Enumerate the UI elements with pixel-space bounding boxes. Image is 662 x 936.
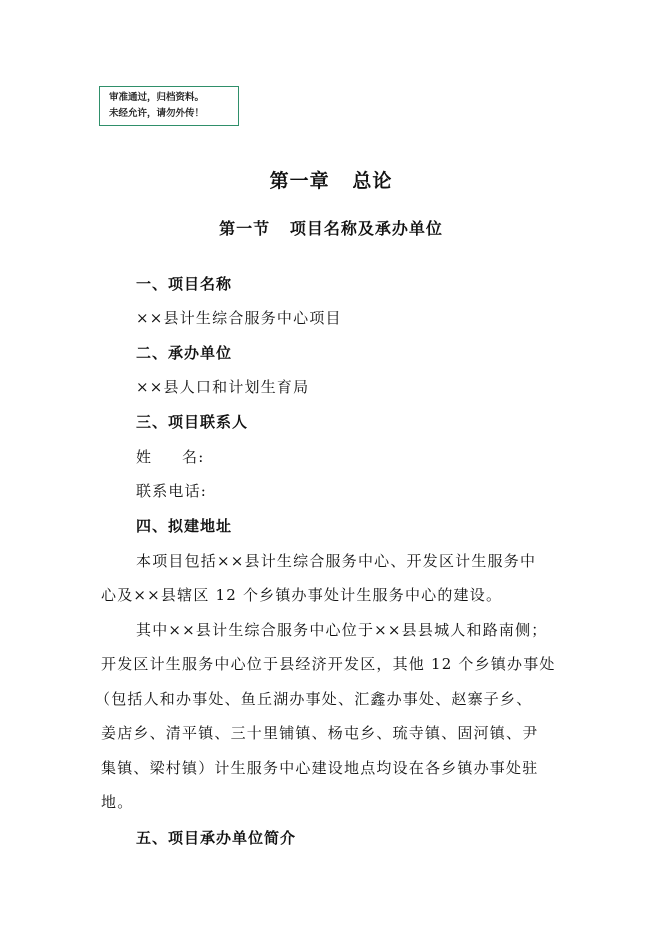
- address-paragraph-2-line: 地。: [101, 793, 134, 811]
- archive-stamp: [99, 86, 239, 126]
- heading-organizer-profile: 五、项目承办单位简介: [136, 829, 297, 847]
- heading-organizer: 二、承办单位: [136, 344, 233, 362]
- address-paragraph-2-line: 姜店乡、清平镇、三十里铺镇、杨屯乡、琉寺镇、固河镇、尹: [101, 724, 539, 742]
- address-paragraph-1-line: 本项目包括××县计生综合服务中心、开发区计生服务中: [136, 552, 537, 570]
- section-title: 第一节 项目名称及承办单位: [219, 219, 443, 238]
- project-name-value: ××县计生综合服务中心项目: [136, 309, 342, 327]
- heading-contact: 三、项目联系人: [136, 413, 249, 431]
- chapter-title: 第一章 总论: [269, 170, 393, 192]
- contact-phone-label: 联系电话:: [136, 482, 208, 500]
- address-paragraph-2-line: 集镇、梁村镇）计生服务中心建设地点均设在各乡镇办事处驻: [101, 759, 539, 777]
- heading-address: 四、拟建地址: [136, 517, 233, 535]
- address-paragraph-2-line: 开发区计生服务中心位于县经济开发区，其他 12 个乡镇办事处: [101, 655, 556, 673]
- stamp-line-2: 未经允许，请勿外传！: [109, 108, 205, 119]
- address-paragraph-1-line: 心及××县辖区 12 个乡镇办事处计生服务中心的建设。: [101, 586, 503, 604]
- organizer-value: ××县人口和计划生育局: [136, 378, 310, 396]
- stamp-line-1: 审准通过，归档资料。: [109, 92, 205, 103]
- address-paragraph-2-line: （包括人和办事处、鱼丘湖办事处、汇鑫办事处、赵寨子乡、: [95, 690, 533, 708]
- address-paragraph-2-line: 其中××县计生综合服务中心位于××县县城人和路南侧；: [136, 621, 548, 639]
- heading-project-name: 一、项目名称: [136, 275, 233, 293]
- contact-name-label: 姓 名:: [136, 448, 205, 466]
